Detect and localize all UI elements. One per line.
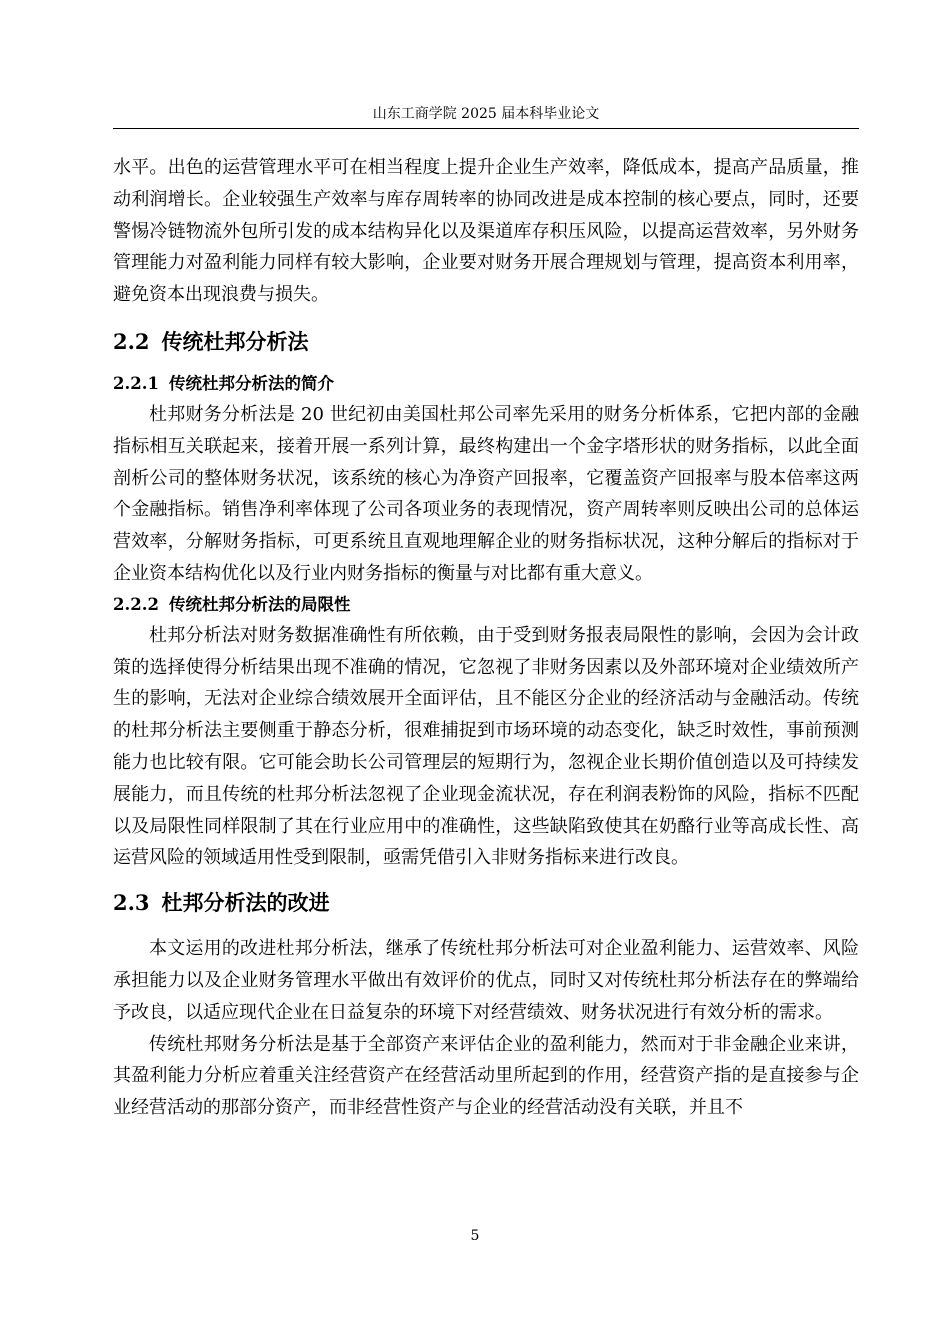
page-body — [113, 152, 859, 1124]
section-number: 2.2 — [113, 328, 150, 354]
section-number: 2.3 — [113, 890, 150, 916]
paragraph-dupont-limitations: 杜邦分析法对财务数据准确性有所依赖，由于受到财务报表局限性的影响，会因为会计政策的选择使得分析结果出现不准确的情况，它忽视了非财务因素以及外部环境对企业绩效所产生的影响，无法对企业综合绩效展开全面评估，且不能区分企业的经济活动与金融活动。传统的杜邦分析法主要侧重于静态分析，很难捕捉到市场环境的动态变化，缺乏时效性，事前预测能力也比较有限。它可能会助长公司管理层的短期行为，忽视企业长期价值创造以及可持续发展能力，而且传统的杜邦分析法忽视了企业现金流状况，存在利润表粉饰的风险，指标不匹配以及局限性同样限制了其在行业应用中的准确性，这些缺陷致使其在奶酪行业等高成长性、高运营风险的领域适用性受到限制，亟需凭借引入非财务指标来进行改良。 — [113, 624, 859, 869]
section-heading-2-2 — [113, 328, 859, 356]
section-title: 杜邦分析法的改进 — [161, 890, 330, 916]
subsection-number: 2.2.2 — [113, 594, 159, 614]
subsection-heading-2-2-1 — [113, 372, 859, 396]
section-title: 传统杜邦分析法 — [161, 328, 309, 354]
paragraph-improved-dupont-1: 本文运用的改进杜邦分析法，继承了传统杜邦分析法可对企业盈利能力、运营效率、风险承担能力以及企业财务管理水平做出有效评价的优点，同时又对传统杜邦分析法存在的弊端给予改良，以适应现代企业在日益复杂的环境下对经营绩效、财务状况进行有效分析的需求。 — [113, 938, 859, 1023]
page-number: 5 — [470, 1228, 480, 1244]
subsection-heading-2-2-2 — [113, 593, 859, 617]
intro-paragraph: 水平。出色的运营管理水平可在相当程度上提升企业生产效率，降低成本，提高产品质量，推动利润增长。企业较强生产效率与库存周转率的协同改进是成本控制的核心要点，同时，还要警惕冷链物流外包所引发的成本结构异化以及渠道库存积压风险，以提高运营效率，另外财务管理能力对盈利能力同样有较大影响，企业要对财务开展合理规划与管理，提高资本利用率，避免资本出现浪费与损失。 — [113, 157, 859, 306]
paragraph-improved-dupont-2: 传统杜邦财务分析法是基于全部资产来评估企业的盈利能力，然而对于非金融企业来讲，其盈利能力分析应着重关注经营资产在经营活动里所起到的作用，经营资产指的是直接参与企业经营活动的那部分资产，而非经营性资产与企业的经营活动没有关联，并且不 — [113, 1033, 859, 1119]
subsection-title: 传统杜邦分析法的局限性 — [168, 594, 351, 614]
subsection-number: 2.2.1 — [113, 373, 159, 393]
section-heading-2-3 — [113, 889, 859, 917]
paragraph-dupont-intro: 杜邦财务分析法是 20 世纪初由美国杜邦公司率先采用的财务分析体系，它把内部的金融指标相互关联起来，接着开展一系列计算，最终构建出一个金字塔形状的财务指标，以此全面剖析公司的整体财务状况，该系统的核心为净资产回报率，它覆盖资产回报率与股本倍率这两个金融指标。销售净利率体现了公司各项业务的表现情况，资产周转率则反映出公司的总体运营效率，分解财务指标，可更系统且直观地理解企业的财务指标状况，这种分解后的指标对于企业资本结构优化以及行业内财务指标的衡量与对比都有重大意义。 — [113, 403, 859, 584]
running-header: 山东工商学院 2025 届本科毕业论文 — [372, 106, 600, 122]
header-rule — [113, 128, 859, 129]
subsection-title: 传统杜邦分析法的简介 — [168, 373, 334, 393]
